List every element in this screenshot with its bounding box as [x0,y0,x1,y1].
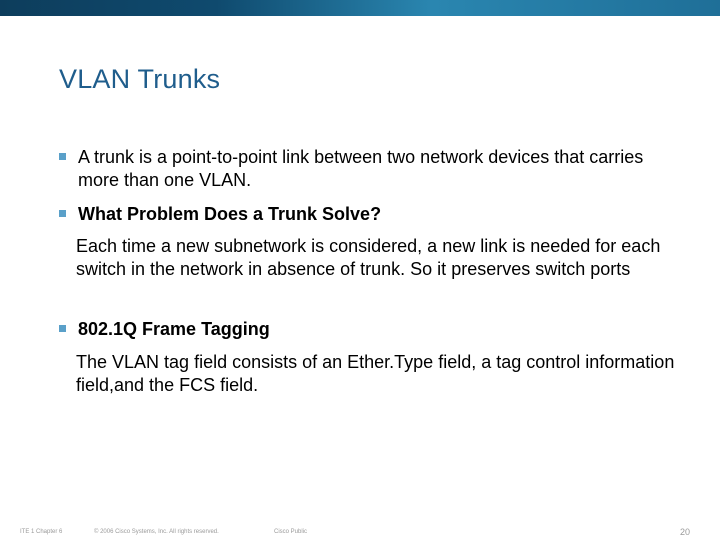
header-bar [0,0,720,16]
footer-course: ITE 1 Chapter 6 [20,529,63,535]
bullet-square-icon [59,210,66,217]
footer-classification: Cisco Public [274,529,308,535]
bullet-text: What Problem Does a Trunk Solve? [78,204,382,224]
page-number: 20 [680,527,691,537]
bullet-square-icon [59,153,66,160]
footer-copyright: © 2006 Cisco Systems, Inc. All rights reserved. [94,529,219,535]
bullet-text: 802.1Q Frame Tagging [78,319,270,339]
body-paragraph: The VLAN tag field consists of an Ether.Type field, a tag control information field,and the FCS field. [76,352,675,395]
bullet-square-icon [59,325,66,332]
bullet-text: A trunk is a point-to-point link between two network devices that carries more than one VLAN. [78,147,644,190]
body-paragraph: Each time a new subnetwork is considered, a new link is needed for each switch in the network in absence of trunk. So it preserves switch ports [76,236,661,279]
slide-title: VLAN Trunks [59,64,221,94]
